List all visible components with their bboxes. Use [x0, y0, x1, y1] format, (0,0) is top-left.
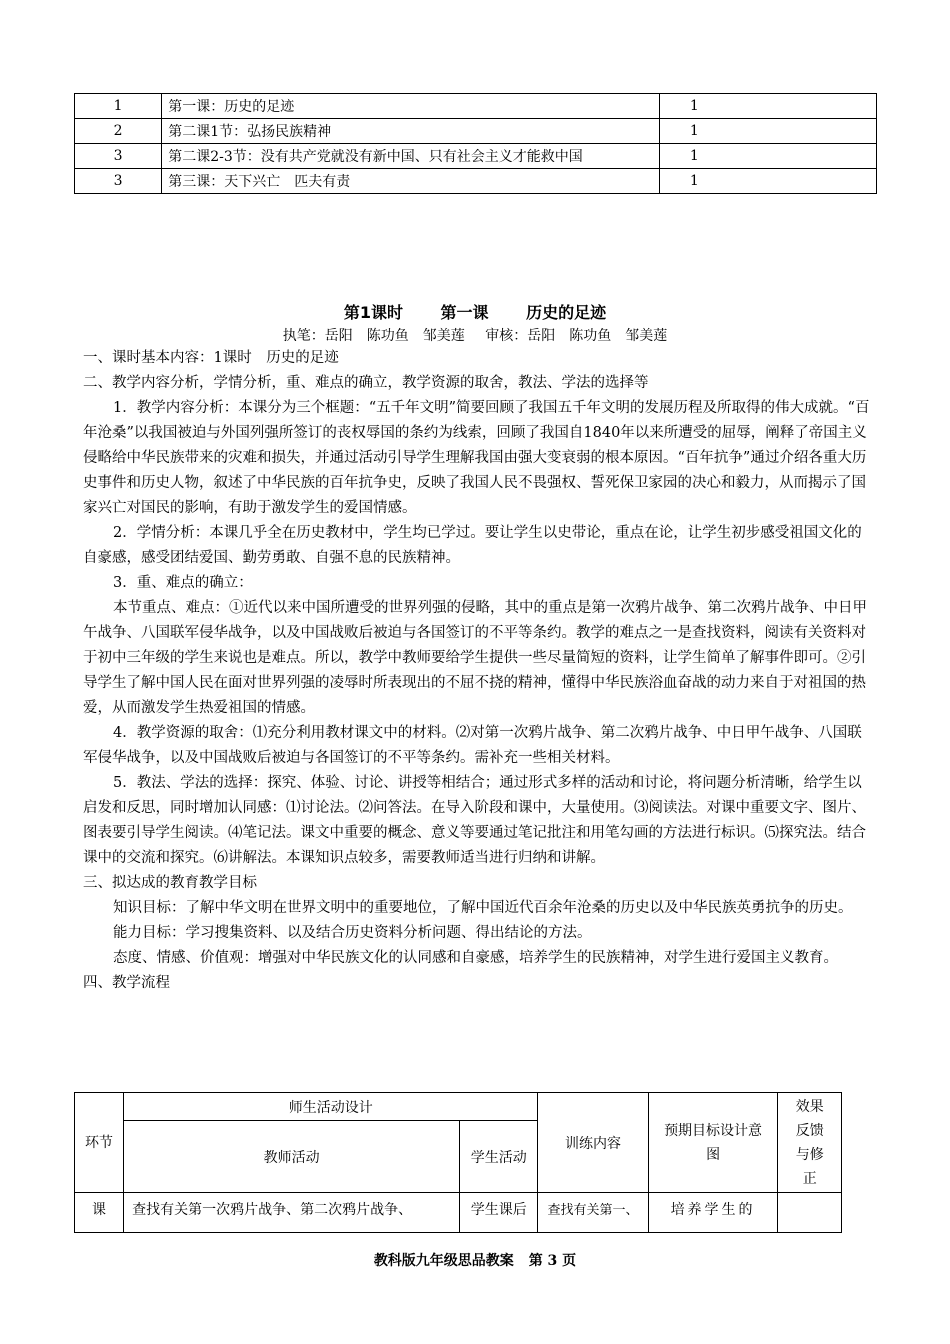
author-line	[0, 325, 950, 345]
header-training: 训练内容	[538, 1093, 648, 1193]
title-period: 第1课时	[343, 303, 403, 322]
lesson-name: 第一课：历史的足迹	[162, 94, 660, 119]
section-heading: 二、教学内容分析，学情分析，重、难点的确立，教学资源的取舍，教法、学法的选择等	[83, 375, 649, 391]
writers: 执笔：岳阳 陈功鱼 邹美莲	[282, 328, 465, 344]
title-lesson: 第一课	[440, 303, 489, 322]
cell-teacher: 查找有关第一次鸦片战争、第二次鸦片战争、	[124, 1193, 460, 1233]
lesson-hours: 1	[659, 169, 876, 194]
footer-book: 教科版九年级思品教案	[373, 1253, 514, 1269]
cell-feedback	[778, 1193, 842, 1233]
paragraph: 态度、情感、价值观：增强对中华民族文化的认同感和自豪感，培养学生的民族精神，对学生进行爱国主义教育。	[113, 950, 838, 966]
paragraph: 3．重、难点的确立：	[113, 575, 253, 591]
header-intent: 预期目标设计意图	[648, 1093, 778, 1193]
cell-intent: 培养学生的	[648, 1193, 778, 1233]
table-row	[75, 119, 877, 144]
paragraph: 1．教学内容分析：本课分为三个框题：“五千年文明”简要回顾了我国五千年文明的发展历程及所取得的伟大成就。“百年沧桑”以我国被迫与外国列强所签订的丧权辱国的条约为线索，回顾了我国自1840年以来所遭受的屈辱，阐释了帝国主义侵略给中华民族带来的灾难和损失，并通过活动引导学生理解我国由强大变衰弱的根本原因。“百年抗争”通过介绍各重大历史事件和历史人物，叙述了中华民族的百年抗争史，反映了我国人民不畏强权、誓死保卫家园的决心和毅力，从而揭示了国家兴亡对国民的影响，有助于激发学生的爱国情感。	[83, 400, 870, 516]
page-footer	[0, 1250, 950, 1270]
header-student: 学生活动	[460, 1121, 538, 1193]
page-title	[0, 300, 950, 323]
title-topic: 历史的足迹	[526, 303, 607, 322]
table-row	[75, 1093, 842, 1121]
table-row	[75, 144, 877, 169]
cell-stage: 课	[75, 1193, 124, 1233]
cell-student: 学生课后	[460, 1193, 538, 1233]
section-heading: 一、课时基本内容：1课时 历史的足迹	[83, 350, 339, 366]
section-heading: 三、拟达成的教育教学目标	[83, 875, 257, 891]
teaching-flow-table	[74, 1092, 842, 1233]
section-heading: 四、教学流程	[83, 975, 170, 991]
lesson-hours: 1	[659, 144, 876, 169]
table-row	[75, 1193, 842, 1233]
lesson-schedule-table	[74, 93, 877, 194]
row-number: 3	[75, 144, 162, 169]
table-row	[75, 169, 877, 194]
header-stage: 环节	[75, 1093, 124, 1193]
header-design: 师生活动设计	[124, 1093, 538, 1121]
lesson-name: 第二课2-3节：没有共产党就没有新中国、只有社会主义才能救中国	[162, 144, 660, 169]
row-number: 2	[75, 119, 162, 144]
lesson-hours: 1	[659, 119, 876, 144]
header-teacher: 教师活动	[124, 1121, 460, 1193]
paragraph: 2．学情分析：本课几乎全在历史教材中，学生均已学过。要让学生以史带论，重点在论，让学生初步感受祖国文化的自豪感，感受团结爱国、勤劳勇敢、自强不息的民族精神。	[83, 525, 862, 566]
reviewers: 审核：岳阳 陈功鱼 邹美莲	[485, 328, 668, 344]
lesson-name: 第二课1节：弘扬民族精神	[162, 119, 660, 144]
table-row	[75, 94, 877, 119]
lesson-name: 第三课：天下兴亡 匹夫有责	[162, 169, 660, 194]
row-number: 1	[75, 94, 162, 119]
paragraph: 本节重点、难点：①近代以来中国所遭受的世界列强的侵略，其中的重点是第一次鸦片战争、第二次鸦片战争、中日甲午战争、八国联军侵华战争，以及中国战败后被迫与各国签订的不平等条约。教学的难点之一是查找资料，阅读有关资料对于初中三年级的学生来说也是难点。所以，教学中教师要给学生提供一些尽量简短的资料，让学生简单了解事件即可。②引导学生了解中国人民在面对世界列强的凌辱时所表现出的不屈不挠的精神，懂得中华民族浴血奋战的动力来自于对祖国的热爱，从而激发学生热爱祖国的情感。	[83, 600, 867, 716]
paragraph: 5．教法、学法的选择：探究、体验、讨论、讲授等相结合；通过形式多样的活动和讨论，将问题分析清晰，给学生以启发和反思，同时增加认同感：⑴讨论法。⑵问答法。在导入阶段和课中，大量使用。⑶阅读法。对课中重要文字、图片、图表要引导学生阅读。⑷笔记法。课文中重要的概念、意义等要通过笔记批注和用笔勾画的方法进行标识。⑸探究法。结合课中的交流和探究。⑹讲解法。本课知识点较多，需要教师适当进行归纳和讲解。	[83, 775, 866, 866]
cell-training: 查找有关第一、	[538, 1193, 648, 1233]
paragraph: 知识目标：了解中华文明在世界文明中的重要地位，了解中国近代百余年沧桑的历史以及中华民族英勇抗争的历史。	[113, 900, 853, 916]
lesson-plan-body	[83, 346, 873, 996]
lesson-hours: 1	[659, 94, 876, 119]
page-number: 第 3 页	[528, 1253, 577, 1269]
paragraph: 能力目标：学习搜集资料、以及结合历史资料分析问题、得出结论的方法。	[113, 925, 592, 941]
header-feedback: 效果反馈与修正	[778, 1093, 842, 1193]
row-number: 3	[75, 169, 162, 194]
paragraph: 4．教学资源的取舍：⑴充分利用教材课文中的材料。⑵对第一次鸦片战争、第二次鸦片战争、中日甲午战争、八国联军侵华战争，以及中国战败后被迫与各国签订的不平等条约。需补充一些相关材料。	[83, 725, 862, 766]
